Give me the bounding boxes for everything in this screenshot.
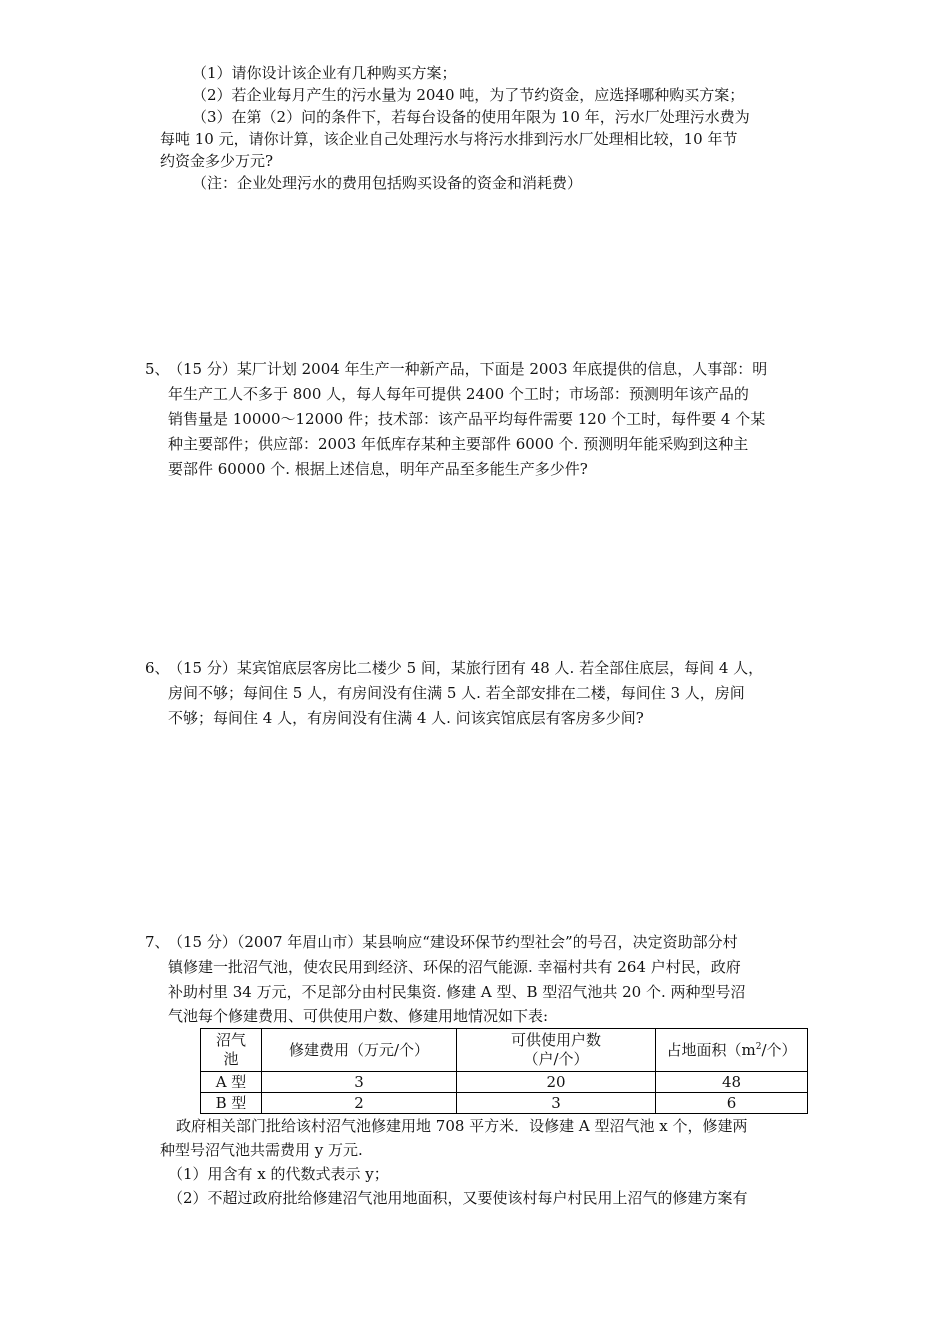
row-households: 20 — [457, 1072, 656, 1093]
header-area: 占地面积（$m^2/$个） — [656, 1029, 808, 1072]
row-type: B 型 — [201, 1093, 262, 1114]
q7-line3: 补助村里 34 万元，不足部分由村民集资. 修建 A 型、B 型沼气池共 20 个. 两种型号沼 — [168, 983, 746, 1001]
q4-note: （注：企业处理污水的费用包括购买设备的资金和消耗费） — [192, 174, 583, 192]
biogas-table — [200, 1028, 808, 1114]
q6-number: 6、 — [145, 659, 170, 677]
q5-line3: 销售量是 10000～12000 件；技术部：该产品平均每件需要 120 个工时，每件要 4 个某 — [168, 410, 766, 428]
q5-line1: （15 分）某厂计划 2004 年生产一种新产品，下面是 2003 年底提供的信息，人事部：明 — [168, 360, 768, 378]
q6-line3: 不够；每间住 4 人，有房间没有住满 4 人. 问该宾馆底层有客房多少间? — [168, 709, 644, 727]
q7-sub1: （1）用含有 x 的代数式表示 y； — [168, 1165, 389, 1183]
q7-sub2: （2）不超过政府批给修建沼气池用地面积，又要使该村每户村民用上沼气的修建方案有 — [168, 1189, 748, 1207]
q5-line4: 种主要部件；供应部：2003 年低库存某种主要部件 6000 个. 预测明年能采购到这种主 — [168, 435, 749, 453]
table-header-row — [201, 1029, 808, 1072]
q6-line2: 房间不够；每间住 5 人，有房间没有住满 5 人. 若全部安排在二楼，每间住 3 人，房间 — [168, 684, 745, 702]
q7-line2: 镇修建一批沼气池，使农民用到经济、环保的沼气能源. 幸福村共有 264 户村民，政府 — [168, 958, 741, 976]
header-pool-type: 沼气 池 — [201, 1029, 262, 1072]
row-cost: 3 — [262, 1072, 457, 1093]
q4-sub1: （1）请你设计该企业有几种购买方案； — [192, 64, 457, 82]
row-households: 3 — [457, 1093, 656, 1114]
header-cost: 修建费用（万元/个） — [262, 1029, 457, 1072]
table-row — [201, 1093, 808, 1114]
row-cost: 2 — [262, 1093, 457, 1114]
header-households: 可供使用户数 （户/个） — [457, 1029, 656, 1072]
q4-sub3: （3）在第（2）问的条件下，若每台设备的使用年限为 10 年，污水厂处理污水费为 — [192, 108, 750, 126]
q5-line2: 年生产工人不多于 800 人，每人每年可提供 2400 个工时；市场部：预测明年该产品的 — [168, 385, 749, 403]
row-type: A 型 — [201, 1072, 262, 1093]
q5-number: 5、 — [145, 360, 170, 378]
q7-para1: 政府相关部门批给该村沼气池修建用地 708 平方米．设修建 A 型沼气池 x 个，修建两 — [176, 1117, 748, 1135]
q7-line4: 气池每个修建费用、可供使用户数、修建用地情况如下表: — [168, 1007, 549, 1025]
row-area: 48 — [656, 1072, 808, 1093]
row-area: 6 — [656, 1093, 808, 1114]
table-row — [201, 1072, 808, 1093]
q4-sub2: （2）若企业每月产生的污水量为 2040 吨，为了节约资金，应选择哪种购买方案； — [192, 86, 745, 104]
q6-line1: （15 分）某宾馆底层客房比二楼少 5 间，某旅行团有 48 人. 若全部住底层，每间 4 人， — [168, 659, 764, 677]
q5-line5: 要部件 60000 个. 根据上述信息，明年产品至多能生产多少件? — [168, 460, 588, 478]
q7-para2: 种型号沼气池共需费用 y 万元. — [160, 1141, 363, 1159]
q7-number: 7、 — [145, 933, 170, 951]
q7-line1: （15 分）（2007 年眉山市）某县响应“建设环保节约型社会”的号召，决定资助部分村 — [168, 933, 738, 951]
q4-sub3-line2: 每吨 10 元，请你计算，该企业自己处理污水与将污水排到污水厂处理相比较，10 年节 — [160, 130, 738, 148]
q4-sub3-line3: 约资金多少万元? — [160, 152, 274, 170]
